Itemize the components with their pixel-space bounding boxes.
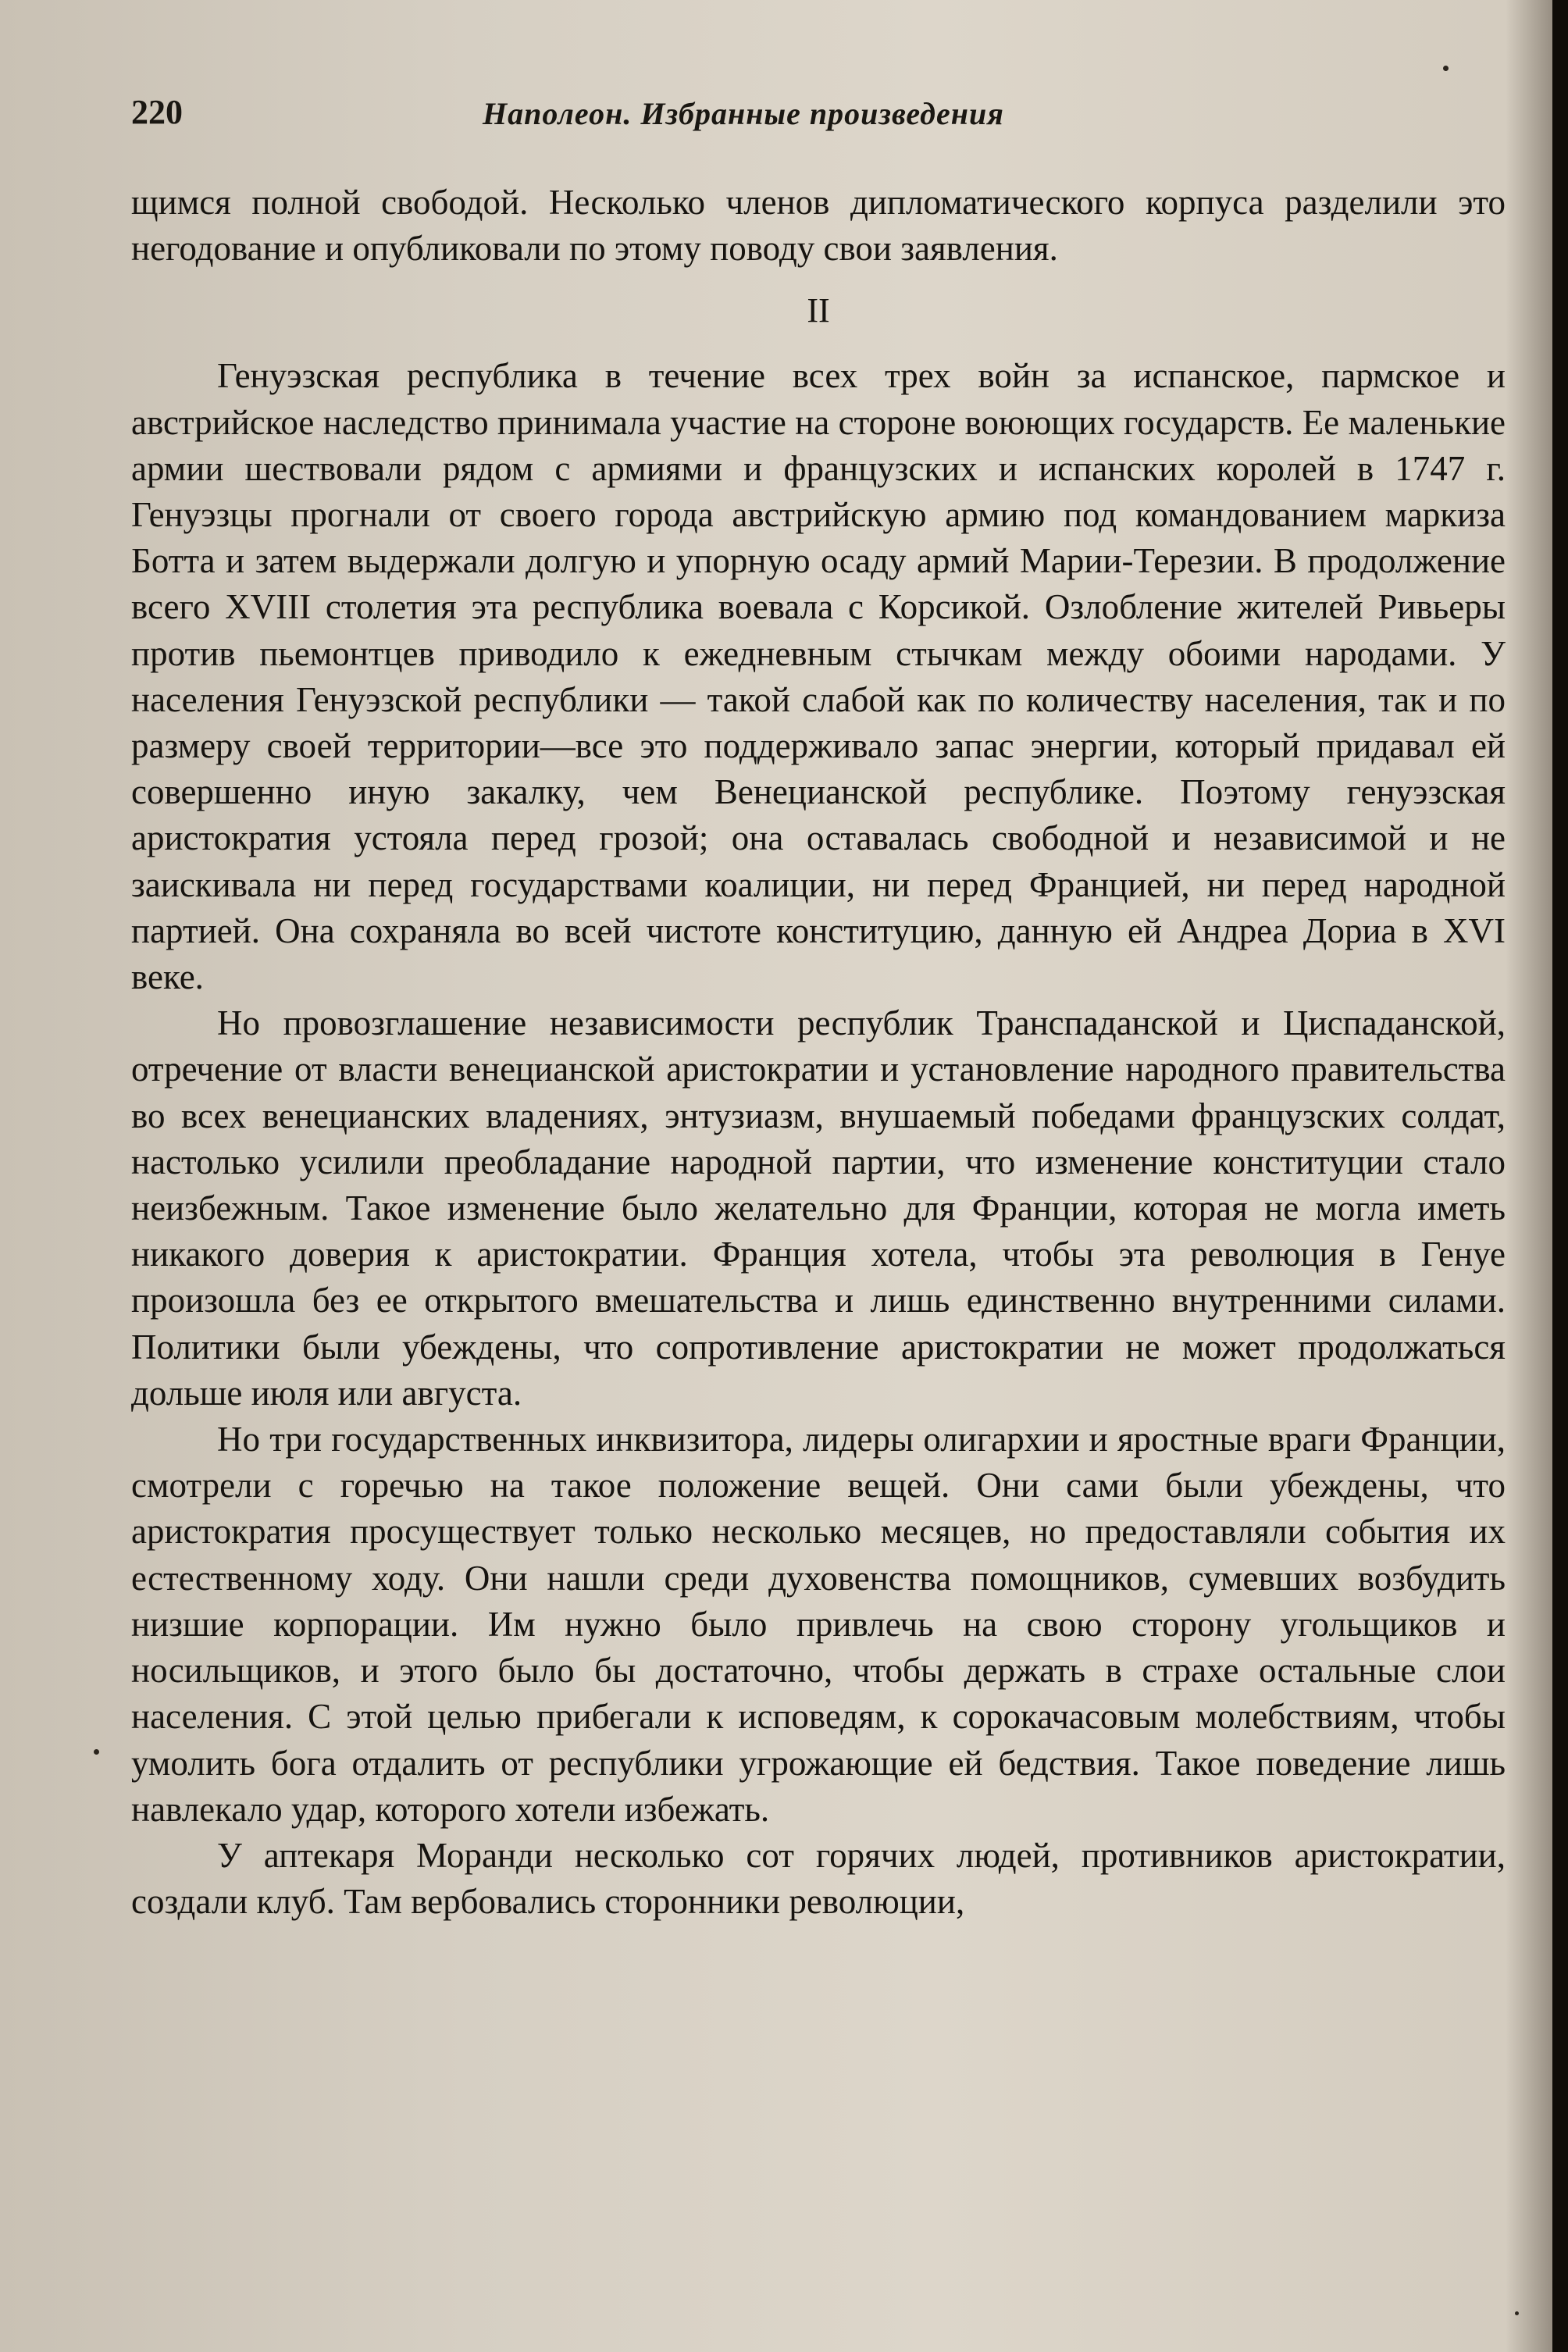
section-heading: II bbox=[807, 291, 830, 330]
paragraph-morandi-club: У аптекаря Моранди несколько сот горячих людей, противников аристократии, создали клуб. Там вербовались сторонники революции, bbox=[131, 1835, 1506, 1922]
paragraph-inquisitors: Но три государственных инквизитора, лидеры олигархии и яростные враги Франции, смотрели с горечью на такое положение вещей. Они сами были убеждены, что аристократия просуществует только несколько месяцев, но предоставляли события их естественному ходу. Они нашли среди духовенства помощников, сумевших возбудить низшие корпорации. Им нужно было привлечь на свою сторону угольщиков и носильщиков, и этого было бы достаточно, чтобы держать в страхе остальные слои населения. С этой целью прибегали к исповедям, к сорокачасовым молебствиям, чтобы умолить бога отдалить от республики угрожающие ей бедствия. Такое поведение лишь навлекало удар, которого хотели избежать. bbox=[131, 1420, 1506, 1829]
running-title: Наполеон. Избранные произведения bbox=[483, 96, 1004, 131]
page-body bbox=[131, 180, 1506, 1925]
paragraph-independence: Но провозглашение независимости республик Транспаданской и Циспаданской, отречение от власти венецианской аристократии и установление народного правительства во всех венецианских владениях, энтузиазм, внушаемый победами французских солдат, настолько усилили преобладание народной партии, что изменение конституции стало неизбежным. Такое изменение было желательно для Франции, которая не могла иметь никакого доверия к аристократии. Франция хотела, чтобы эта революция в Генуе произошла без ее открытого вмешательства и лишь единственно внутренними силами. Политики были убеждены, что сопротивление аристократии не может продолжаться дольше июля или августа. bbox=[131, 1003, 1506, 1413]
paper-speck bbox=[94, 1749, 99, 1755]
paper-speck bbox=[1443, 66, 1449, 71]
paragraph-continued: щимся полной свободой. Несколько членов дипломатического корпуса разделили это негодование и опубликовали по этому поводу свои заявления. bbox=[131, 183, 1506, 269]
paper-speck bbox=[1515, 2311, 1519, 2315]
page-number: 220 bbox=[131, 93, 183, 131]
page-header bbox=[131, 92, 1506, 155]
paragraph-genoa-republic: Генуэзская республика в течение всех трех войн за испанское, пармское и австрийское наследство принимала участие на стороне воюющих государств. Ее маленькие армии шествовали рядом с армиями и французских и испанских королей в 1747 г. Генуэзцы прогнали от своего города австрийскую армию под командованием маркиза Ботта и затем выдержали долгую и упорную осаду армий Марии-Терезии. В продолжение всего XVIII столетия эта республика воевала с Корсикой. Озлобление жителей Ривьеры против пьемонтцев приводило к ежедневным стычкам между обоими народами. У населения Генуэзской республики — такой слабой как по количеству населения, так и по размеру своей территории—все это поддерживало запас энергии, который придавал ей совершенно иную закалку, чем Венецианской республике. Поэтому генуэзская аристократия устояла перед грозой; она оставалась свободной и независимой и не заискивала ни перед государствами коалиции, ни перед Францией, ни перед народной партией. Она сохраняла во всей чистоте конституцию, данную ей Андреа Дориа в XVI веке. bbox=[131, 356, 1506, 997]
